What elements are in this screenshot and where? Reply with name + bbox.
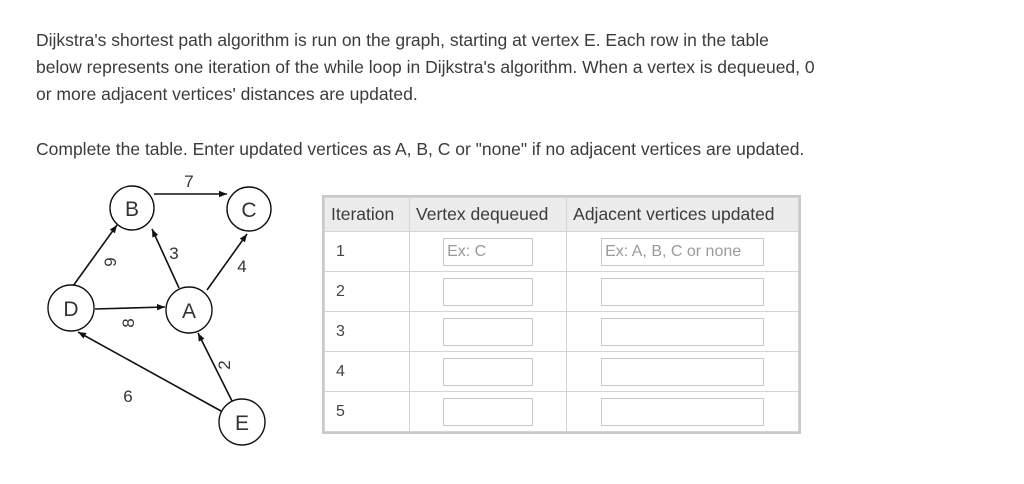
- adjacent-updated-input[interactable]: [601, 318, 764, 346]
- adjacent-updated-input[interactable]: [601, 358, 764, 386]
- edge-d-b: [73, 225, 117, 286]
- node-b-label: B: [124, 198, 140, 221]
- dijkstra-table: [322, 195, 801, 434]
- prompt-line-2: below represents one iteration of the while loop in Dijkstra's algorithm. When a vertex is dequeued, 0: [36, 57, 815, 77]
- weight-d-b: 9: [101, 257, 120, 267]
- weight-d-a: 8: [119, 318, 138, 328]
- iteration-number: 5: [325, 392, 410, 432]
- vertex-dequeued-input[interactable]: [443, 318, 533, 346]
- instruction-text: Complete the table. Enter updated vertices as A, B, C or "none" if no adjacent vertices are updated.: [36, 139, 805, 159]
- table-row: [325, 272, 799, 312]
- adjacent-updated-input[interactable]: [601, 398, 764, 426]
- adjacent-updated-input[interactable]: [601, 238, 764, 266]
- graph-diagram: [0, 0, 320, 484]
- vertex-dequeued-input[interactable]: [443, 398, 533, 426]
- table-header-row: [325, 198, 799, 232]
- node-a-label: A: [181, 300, 197, 323]
- weight-e-d: 6: [123, 387, 133, 406]
- vertex-dequeued-input[interactable]: [443, 278, 533, 306]
- header-adjacent-updated: Adjacent vertices updated: [567, 198, 799, 232]
- table-row: [325, 352, 799, 392]
- weight-a-c: 4: [237, 257, 247, 276]
- edge-d-a: [95, 307, 165, 309]
- weight-e-a: 2: [215, 360, 234, 370]
- header-iteration: Iteration: [325, 198, 410, 232]
- weight-b-c: 7: [184, 172, 194, 191]
- iteration-number: 2: [325, 272, 410, 312]
- iteration-number: 3: [325, 312, 410, 352]
- node-c-label: C: [241, 199, 257, 222]
- header-vertex-dequeued: Vertex dequeued: [410, 198, 567, 232]
- vertex-dequeued-input[interactable]: [443, 238, 533, 266]
- iteration-number: 1: [325, 232, 410, 272]
- prompt-line-3: or more adjacent vertices' distances are updated.: [36, 84, 418, 104]
- table-row: [325, 232, 799, 272]
- iteration-number: 4: [325, 352, 410, 392]
- adjacent-updated-input[interactable]: [601, 278, 764, 306]
- table-row: [325, 392, 799, 432]
- prompt-line-1: Dijkstra's shortest path algorithm is run on the graph, starting at vertex E. Each row in the table: [36, 30, 769, 50]
- edge-e-d: [78, 332, 221, 411]
- node-d-label: D: [63, 298, 79, 321]
- node-e-label: E: [234, 412, 250, 435]
- vertex-dequeued-input[interactable]: [443, 358, 533, 386]
- table-row: [325, 312, 799, 352]
- weight-a-b: 3: [169, 244, 179, 263]
